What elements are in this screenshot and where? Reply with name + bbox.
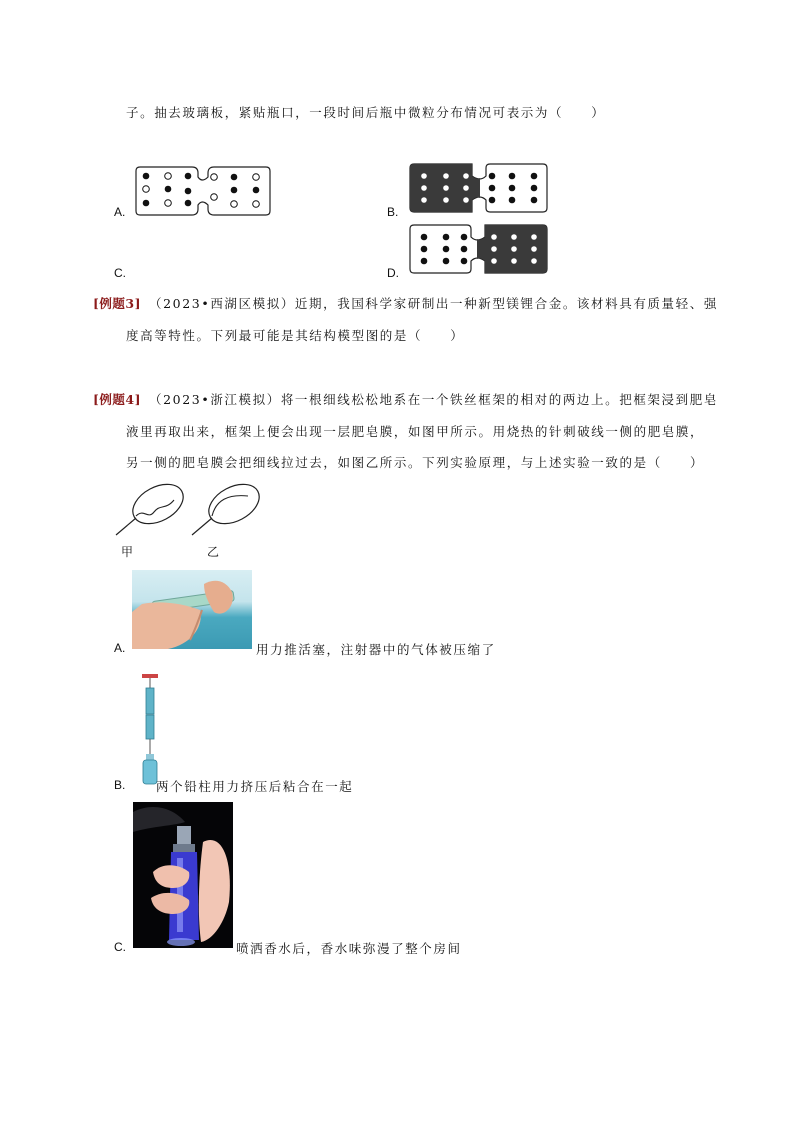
option-b-label: B. bbox=[387, 205, 399, 219]
q4-text-1: （2023•浙江模拟）将一根细线松松地系在一个铁丝框架的相对的两边上。把框架浸到肥皂 bbox=[149, 392, 718, 407]
q4-option-a-text: 用力推活塞，注射器中的气体被压缩了 bbox=[256, 642, 496, 657]
option-b-diagram bbox=[410, 164, 547, 212]
figure-yi-label: 乙 bbox=[207, 545, 220, 559]
q2-stem-line: 子。抽去玻璃板，紧贴瓶口，一段时间后瓶中微粒分布情况可表示为（ ） bbox=[126, 105, 606, 120]
option-c-label: C. bbox=[114, 266, 126, 280]
q4-option-b-text: 两个铅柱用力挤压后粘合在一起 bbox=[156, 779, 354, 794]
q4-option-a-letter: A. bbox=[114, 641, 126, 655]
option-a-diagram bbox=[136, 167, 270, 215]
q3-line-2: 度高等特性。下列最可能是其结构模型图的是（ ） bbox=[126, 328, 465, 343]
q4-option-c-text: 喷洒香水后，香水味弥漫了整个房间 bbox=[236, 941, 462, 956]
option-a-label: A. bbox=[114, 205, 126, 219]
lead-cylinders-diagram bbox=[140, 674, 162, 786]
q3-line-1 bbox=[93, 294, 718, 312]
q4-line-1 bbox=[93, 390, 718, 408]
q4-option-b-letter: B. bbox=[114, 778, 126, 792]
q3-tag: [例题3] bbox=[93, 296, 142, 311]
figure-jia-label: 甲 bbox=[121, 545, 134, 559]
perfume-photo bbox=[133, 802, 233, 948]
option-d-diagram bbox=[410, 225, 547, 273]
syringe-photo bbox=[132, 570, 252, 649]
q4-option-c-letter: C. bbox=[114, 940, 126, 954]
q4-line-2: 液里再取出来，框架上便会出现一层肥皂膜，如图甲所示。用烧热的针刺破线一侧的肥皂膜， bbox=[126, 424, 705, 439]
q4-line-3: 另一侧的肥皂膜会把细线拉过去，如图乙所示。下列实验原理，与上述实验一致的是（ ） bbox=[126, 455, 705, 470]
q4-tag: [例题4] bbox=[93, 392, 142, 407]
figure-jia-soap-frame bbox=[114, 480, 188, 540]
q3-text-1: （2023•西湖区模拟）近期，我国科学家研制出一种新型镁锂合金。该材料具有质量轻、强 bbox=[149, 296, 718, 311]
figure-yi-soap-frame bbox=[190, 480, 264, 540]
option-d-label: D. bbox=[387, 266, 399, 280]
